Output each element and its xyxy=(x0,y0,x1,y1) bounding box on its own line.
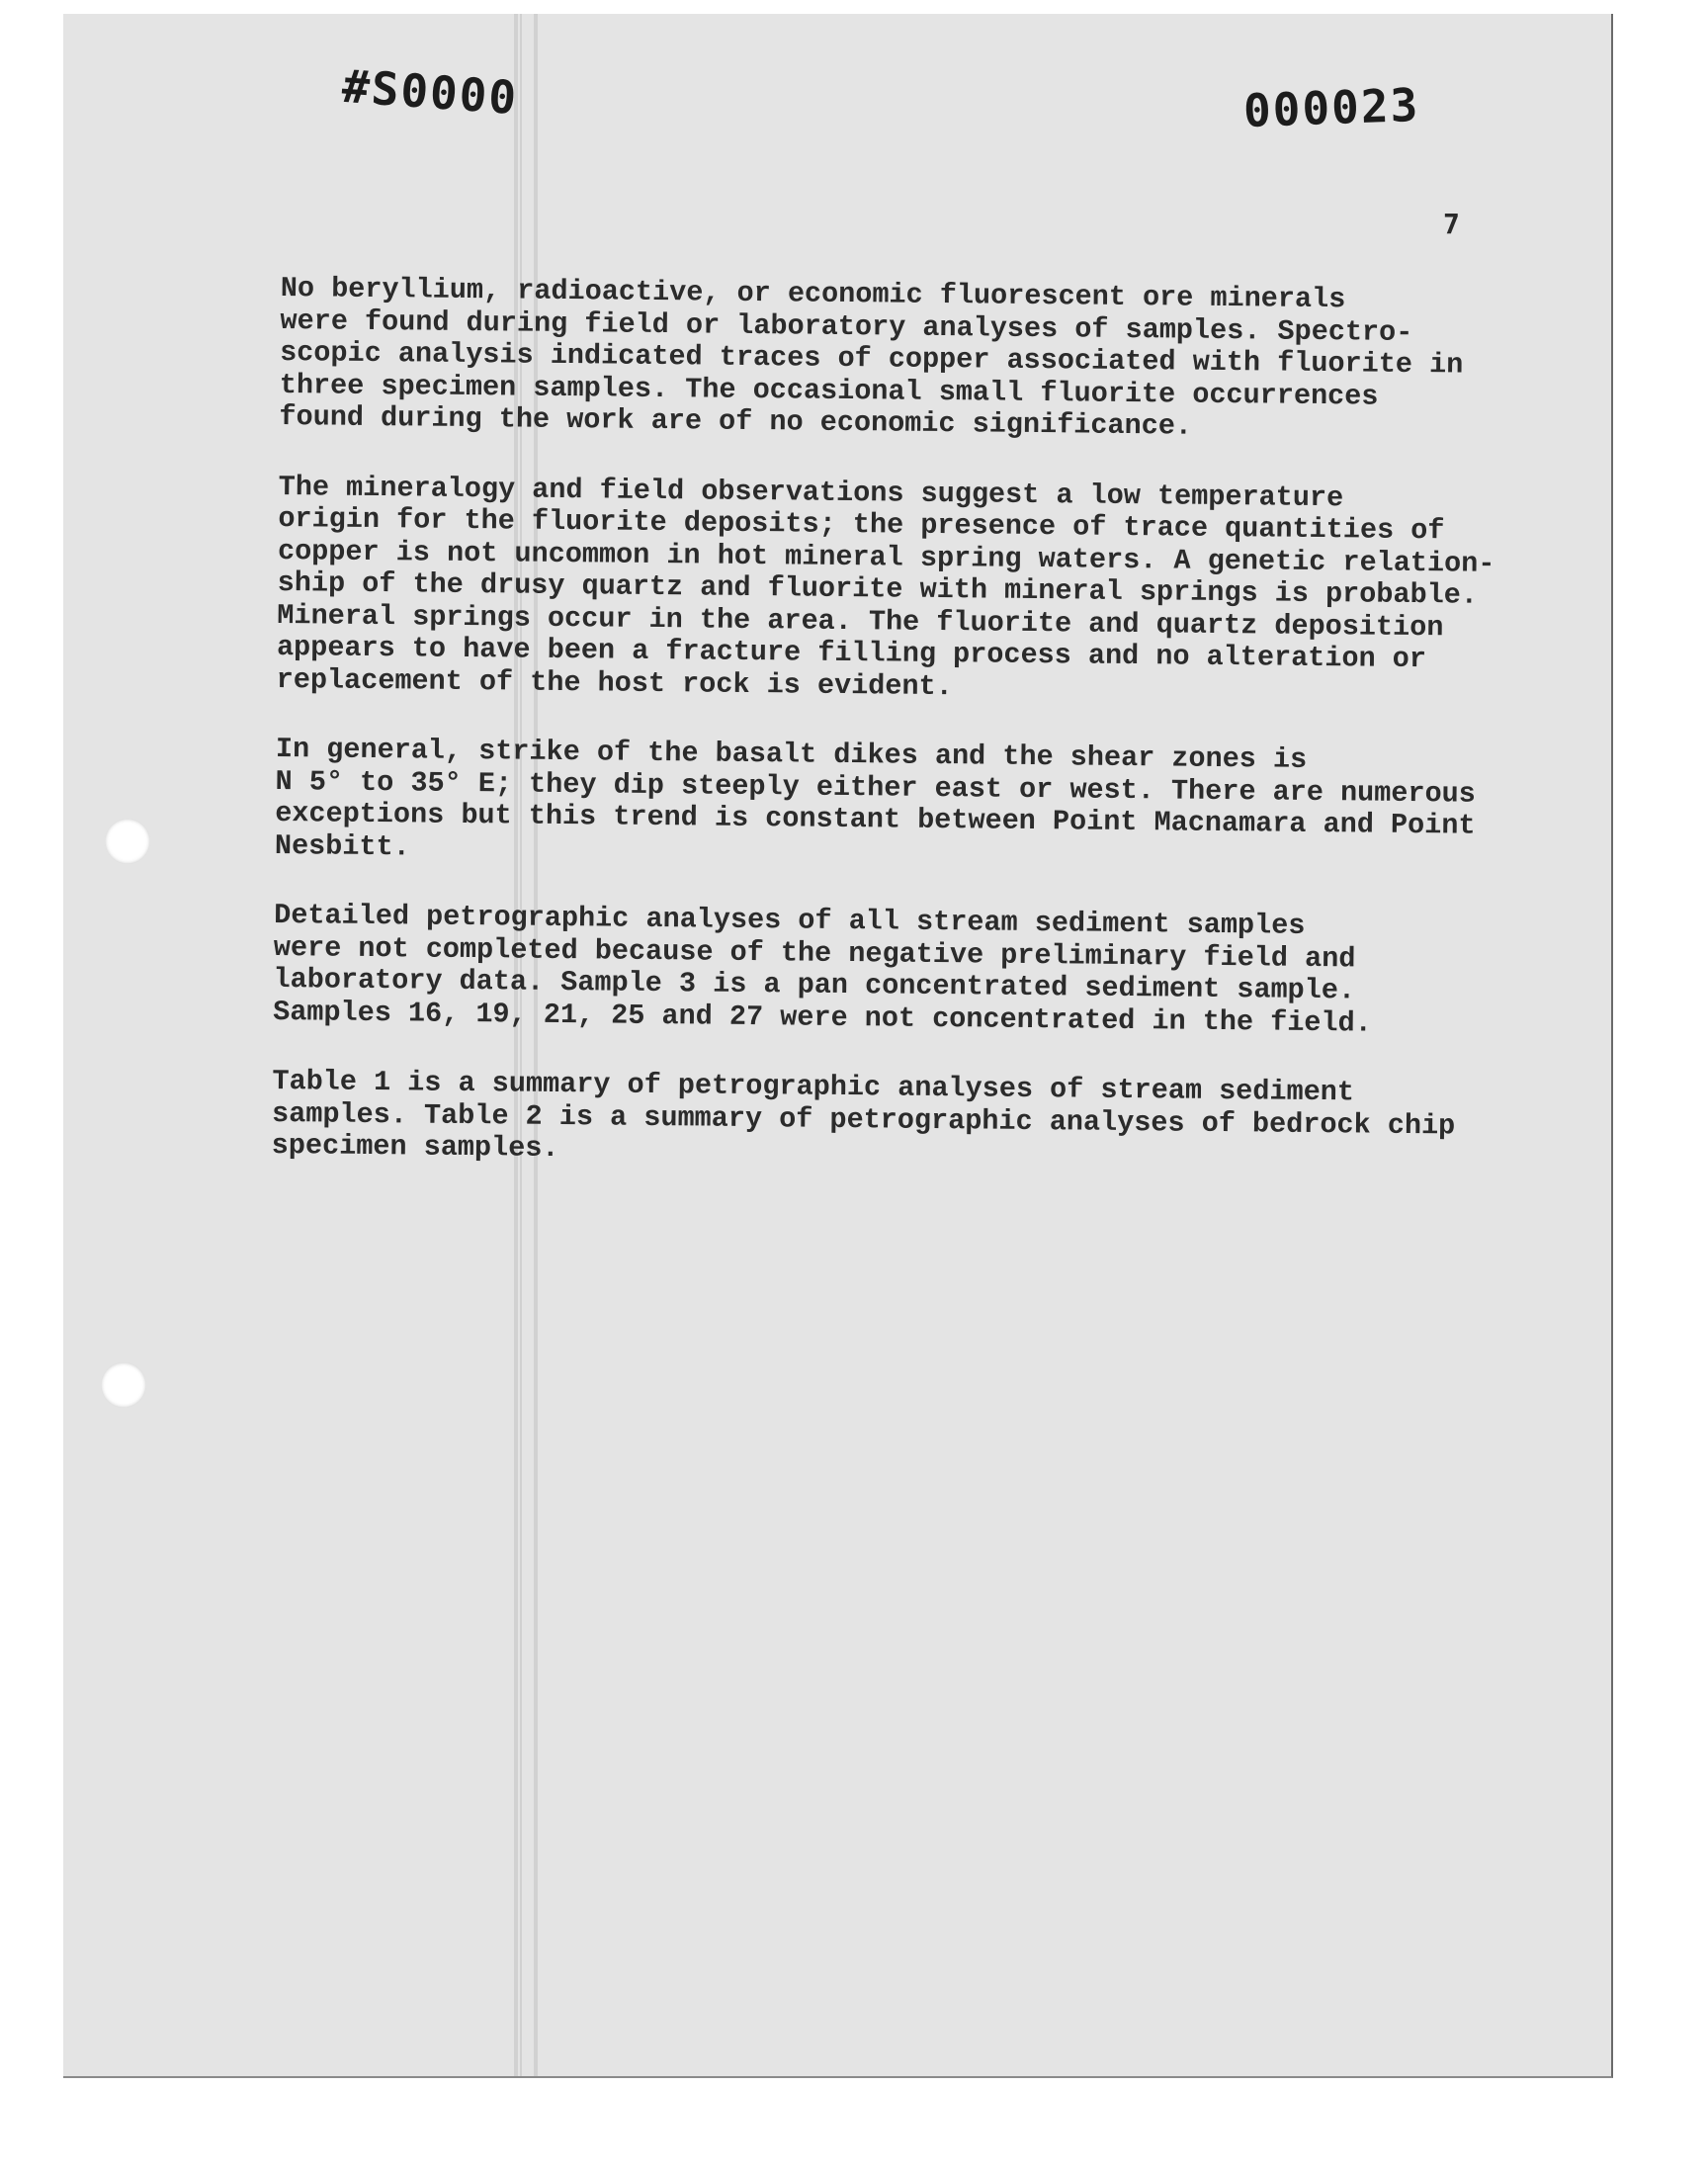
paragraph: The mineralogy and field observations suggest a low temperature origin for the fluorite deposits; the presence of trace quantities of copper is not uncommon in hot mineral spring waters. A genetic relation- ship of the drusy quartz and fluorite with mineral springs is probable. Mineral springs occur in the area. The fluorite and quartz deposition appears to have been a fracture filling process and no alteration or replacement of the host rock is evident. xyxy=(276,470,1495,703)
stamp-left: #S0000 xyxy=(340,58,520,126)
paragraph: No beryllium, radioactive, or economic fluorescent ore minerals were found during field or laboratory analyses of samples. Spectro- scopic analysis indicated traces of copper associated with fluorite in three specimen samples. The occasional small fluorite occurrences found during the work are of no economic significance. xyxy=(279,272,1464,443)
paragraph: Table 1 is a summary of petrographic analyses of stream sediment samples. Table 2 is a summary of petrographic analyses of bedrock chip specimen samples. xyxy=(271,1064,1456,1165)
punch-hole xyxy=(105,819,150,864)
page-number: 7 xyxy=(1443,208,1460,240)
body-text xyxy=(271,273,1595,1213)
paragraph: Detailed petrographic analyses of all stream sediment samples were not completed because of the negative preliminary field and laboratory data. Sample 3 is a pan concentrated sediment sample. Samples 16, 19, 21, 25 and 27 were not concentrated in the field. xyxy=(273,898,1372,1040)
document-page xyxy=(63,14,1613,2078)
paragraph: In general, strike of the basalt dikes and the shear zones is N 5° to 35° E; they dip steeply either east or west. There are numerous exceptions but this trend is constant between Point Macnamara and Point Nesbitt. xyxy=(274,732,1477,863)
punch-hole xyxy=(101,1362,146,1408)
stamp-right: 000023 xyxy=(1242,77,1421,138)
